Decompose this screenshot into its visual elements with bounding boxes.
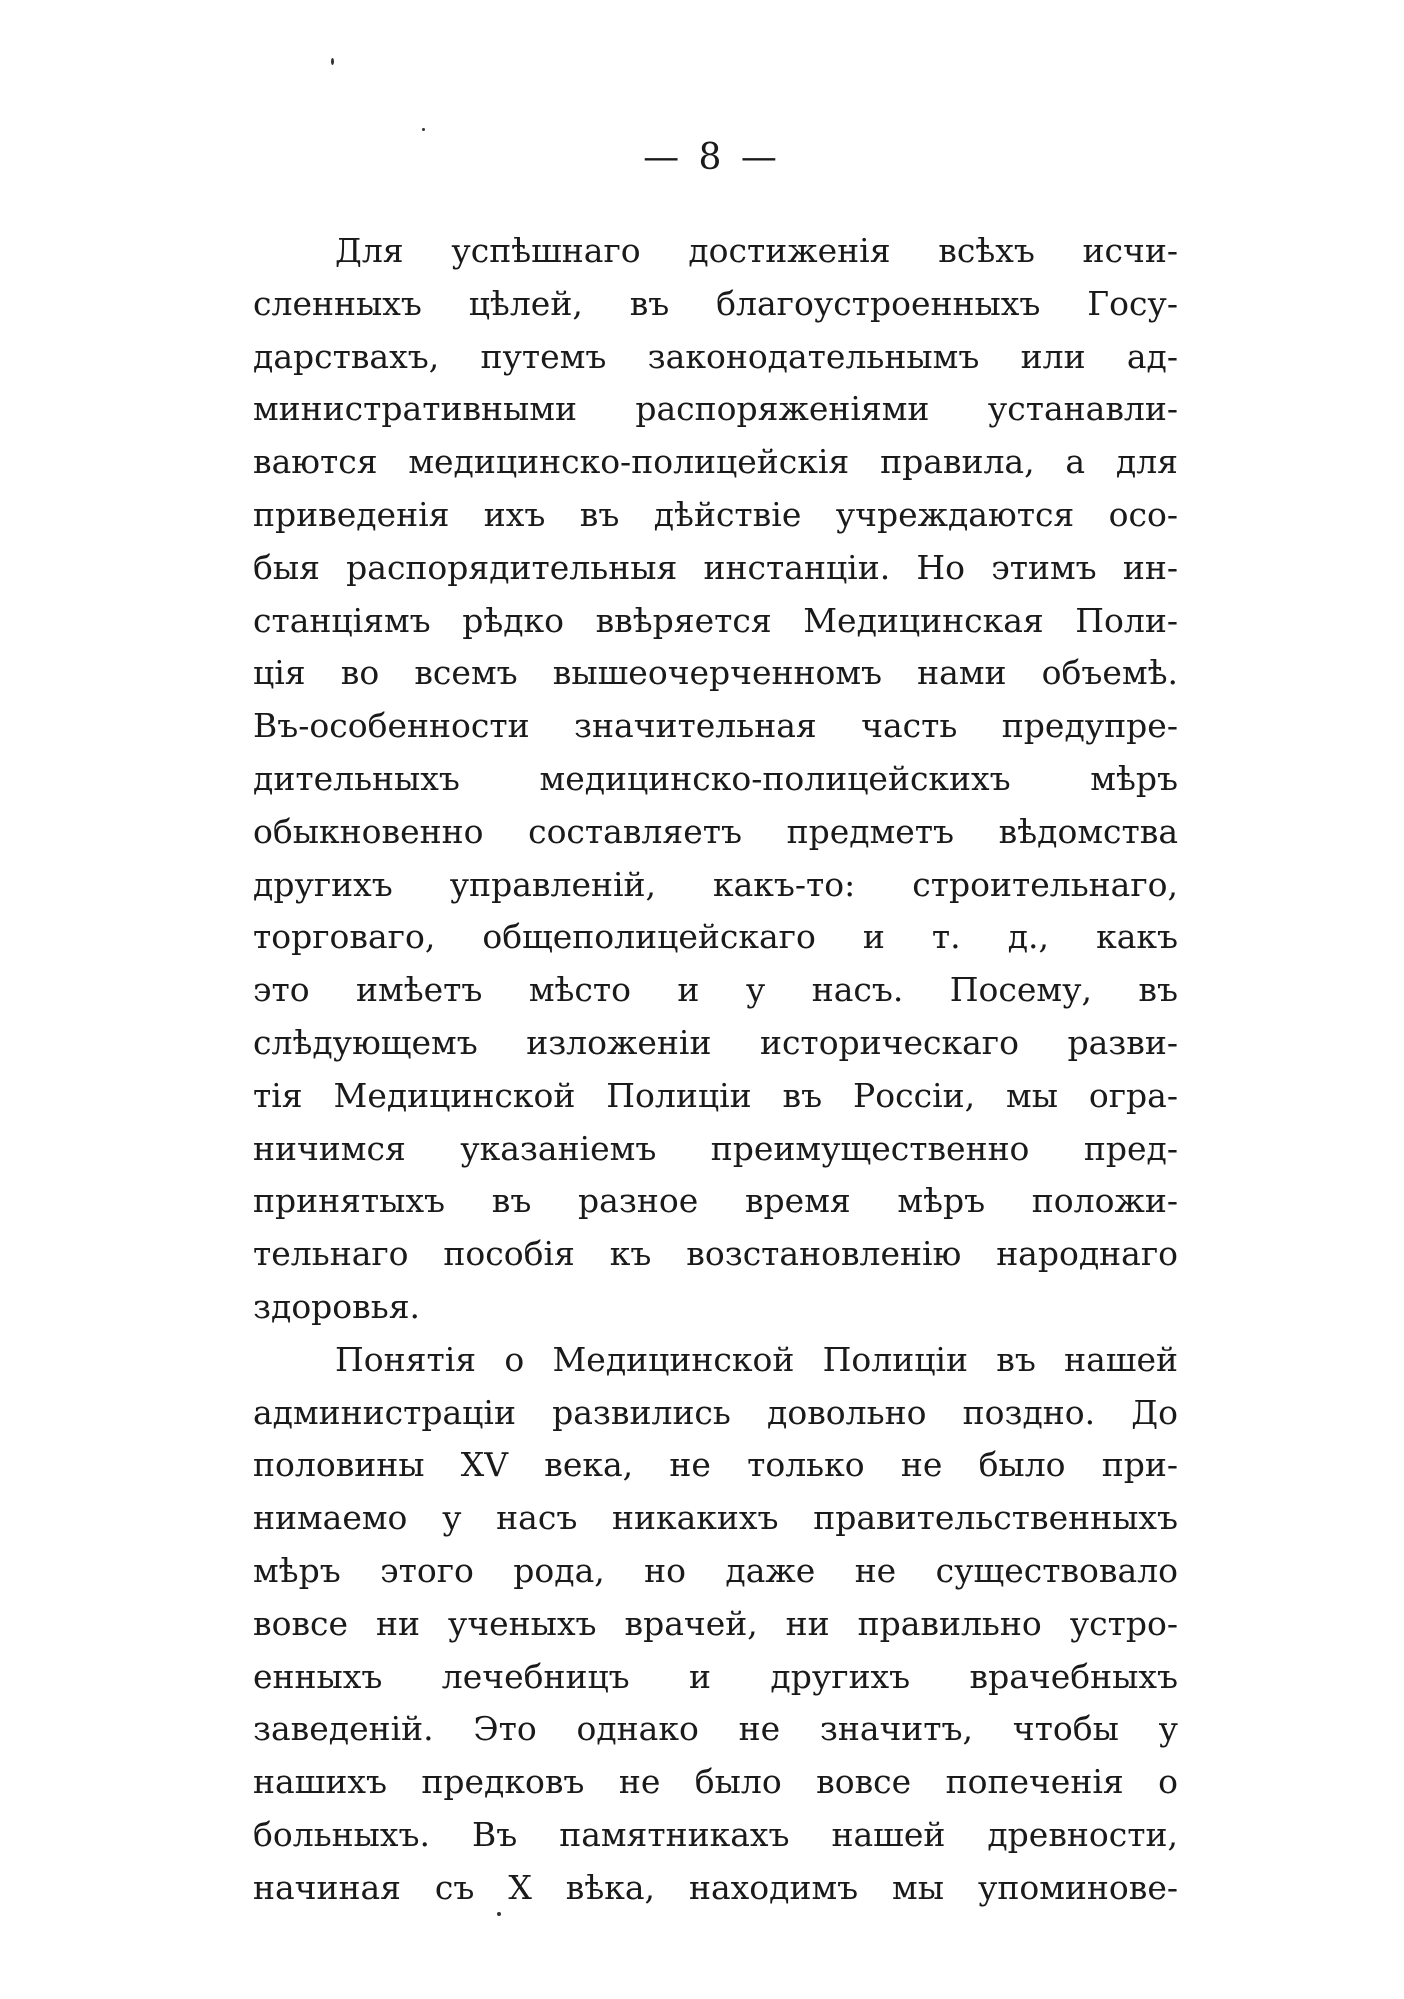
text-line: дарствахъ, путемъ законодательнымъ или ад- xyxy=(253,336,1178,376)
text-line: начиная съ X вѣка, находимъ мы упоминове- xyxy=(253,1867,1178,1907)
text-line: торговаго, общеполицейскаго и т. д., какъ xyxy=(253,917,1178,957)
body-text xyxy=(253,225,1178,1915)
page-number: — 8 — xyxy=(643,137,781,178)
text-line: ваются медицинско-полицейскія правила, а для xyxy=(253,442,1178,482)
text-line: нашихъ предковъ не было вовсе попеченія о xyxy=(253,1762,1178,1802)
text-line: тія Медицинской Полиціи въ Россіи, мы огра- xyxy=(253,1075,1178,1115)
text-line: половины XV века, не только не было при- xyxy=(253,1445,1178,1485)
text-line: нимаемо у насъ никакихъ правительственныхъ xyxy=(253,1498,1178,1538)
text-line: Для успѣшнаго достиженія всѣхъ исчи- xyxy=(335,231,1178,270)
text-line: больныхъ. Въ памятникахъ нашей древности, xyxy=(253,1814,1178,1854)
text-line: здоровья. xyxy=(253,1286,421,1326)
text-line: министративными распоряженіями устанавли- xyxy=(253,389,1178,429)
text-line: заведеній. Это однако не значитъ, чтобы у xyxy=(253,1709,1178,1749)
text-line: ничимся указаніемъ преимущественно пред- xyxy=(253,1128,1178,1168)
text-line: это имѣетъ мѣсто и у насъ. Посему, въ xyxy=(253,970,1178,1010)
text-line: тельнаго пособія къ возстановленію народнаго xyxy=(253,1234,1178,1274)
text-line: слѣдующемъ изложеніи историческаго разви- xyxy=(253,1022,1178,1062)
text-line: дительныхъ медицинско-полицейскихъ мѣръ xyxy=(253,758,1178,798)
text-line: другихъ управленій, какъ-то: строительнаго, xyxy=(253,864,1178,904)
text-line: быя распорядительныя инстанціи. Но этимъ ин- xyxy=(253,547,1178,587)
text-line: администраціи развились довольно поздно. До xyxy=(253,1392,1178,1432)
text-line: станціямъ рѣдко ввѣряется Медицинская Поли- xyxy=(253,600,1178,640)
text-line: принятыхъ въ разное время мѣръ положи- xyxy=(253,1181,1178,1221)
text-line: Понятія о Медицинской Полиціи въ нашей xyxy=(335,1339,1178,1379)
text-line: вовсе ни ученыхъ врачей, ни правильно устро- xyxy=(253,1603,1178,1643)
text-line: мѣръ этого рода, но даже не существовало xyxy=(253,1550,1178,1590)
text-line: енныхъ лечебницъ и другихъ врачебныхъ xyxy=(253,1656,1178,1696)
text-line: ція во всемъ вышеочерченномъ нами объемѣ. xyxy=(253,653,1178,693)
text-line: обыкновенно составляетъ предметъ вѣдомства xyxy=(253,811,1178,851)
text-line: приведенія ихъ въ дѣйствіе учреждаются осо- xyxy=(253,494,1178,534)
speck-mark xyxy=(497,1912,501,1916)
text-line: Въ-особенности значительная часть предупре- xyxy=(253,706,1178,746)
text-line: сленныхъ цѣлей, въ благоустроенныхъ Госу- xyxy=(253,283,1178,323)
speck-mark xyxy=(331,58,334,65)
